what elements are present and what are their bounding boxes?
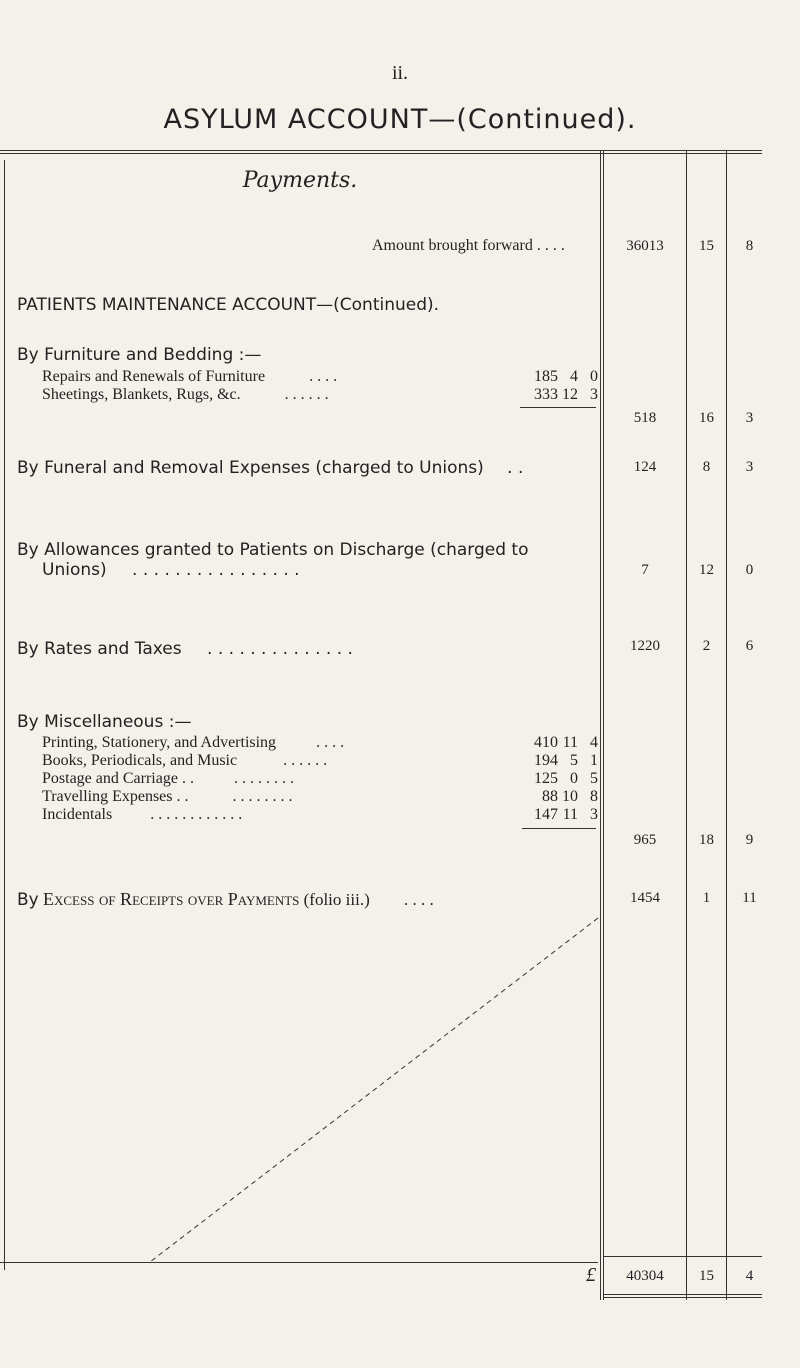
allowances-label: By Allowances granted to Patients on Discharge (charged to [17,540,529,560]
furniture-item-label: Sheetings, Blankets, Rugs, &c. . . . . . . [42,386,329,403]
furniture-item-pence: 0 [590,368,598,385]
page-number: ii. [391,62,409,84]
misc-title: By Miscellaneous :— [17,712,192,732]
allowances-label-cont: Unions) . . . . . . . . . . . . . . . . [42,560,300,580]
misc-total-pence: 9 [745,832,754,848]
misc-item-pence: 8 [590,788,598,805]
misc-item-pounds: 410 [534,734,558,751]
payments-heading: Payments. [242,168,358,193]
funeral-pounds: 124 [633,459,657,475]
furniture-total-shillings: 16 [699,410,714,426]
excess-shillings: 1 [702,890,711,906]
funeral-pence: 3 [745,459,754,475]
misc-item-shillings: 11 [562,806,578,823]
misc-item-label: Books, Periodicals, and Music . . . . . . [42,752,328,769]
misc-item-pounds: 147 [534,806,558,823]
funeral-label: By Funeral and Removal Expenses (charged to Unions) . . [17,458,524,478]
grand-total-shillings: 15 [699,1268,714,1284]
rates-label: By Rates and Taxes . . . . . . . . . . . . . . [17,639,353,659]
excess-pence: 11 [742,890,757,906]
misc-item-pence: 3 [590,806,598,823]
section-title: PATIENTS MAINTENANCE ACCOUNT—(Continued). [17,295,440,315]
misc-total-shillings: 18 [699,832,714,848]
misc-item-pounds: 194 [534,752,558,769]
furniture-item-pounds: 333 [534,386,558,403]
grand-total-pence: 4 [745,1268,754,1284]
furniture-item-shillings: 12 [562,386,578,403]
misc-item-shillings: 11 [562,734,578,751]
forward-shillings: 15 [699,238,714,254]
misc-item-shillings: 5 [570,752,578,769]
excess-pounds: 1454 [630,890,660,906]
furniture-title: By Furniture and Bedding :— [17,345,262,365]
misc-item-shillings: 10 [562,788,578,805]
misc-item-label: Travelling Expenses . . . . . . . . . . [42,788,293,805]
misc-item-pounds: 88 [542,788,558,805]
furniture-item-pence: 3 [590,386,598,403]
furniture-total-pounds: 518 [633,410,657,426]
misc-item-shillings: 0 [570,770,578,787]
misc-item-pence: 4 [590,734,598,751]
furniture-total-pence: 3 [745,410,754,426]
furniture-item-label: Repairs and Renewals of Furniture . . . . [42,368,338,385]
rates-pence: 6 [745,638,754,654]
forward-label: Amount brought forward . . . . [372,237,565,254]
forward-pence: 8 [745,238,754,254]
misc-item-pounds: 125 [534,770,558,787]
grand-total-pounds: 40304 [626,1268,664,1284]
funeral-shillings: 8 [702,459,711,475]
furniture-item-pounds: 185 [534,368,558,385]
misc-item-pence: 5 [590,770,598,787]
page-title: ASYLUM ACCOUNT—(Continued). [163,104,637,135]
furniture-item-shillings: 4 [570,368,578,385]
allowances-pounds: 7 [641,562,649,578]
misc-item-pence: 1 [590,752,598,769]
forward-pounds: 36013 [626,238,664,254]
misc-item-label: Printing, Stationery, and Advertising . . . . [42,734,345,751]
allowances-shillings: 12 [699,562,714,578]
misc-item-label: Incidentals . . . . . . . . . . . . [42,806,243,823]
excess-label: By Excess of Receipts over Payments (folio iii.) . . . . [17,889,434,910]
rates-pounds: 1220 [630,638,660,654]
misc-item-label: Postage and Carriage . . . . . . . . . . [42,770,294,787]
misc-total-pounds: 965 [633,832,657,848]
currency-symbol: £ [586,1264,596,1286]
rates-shillings: 2 [702,638,711,654]
allowances-pence: 0 [745,562,754,578]
